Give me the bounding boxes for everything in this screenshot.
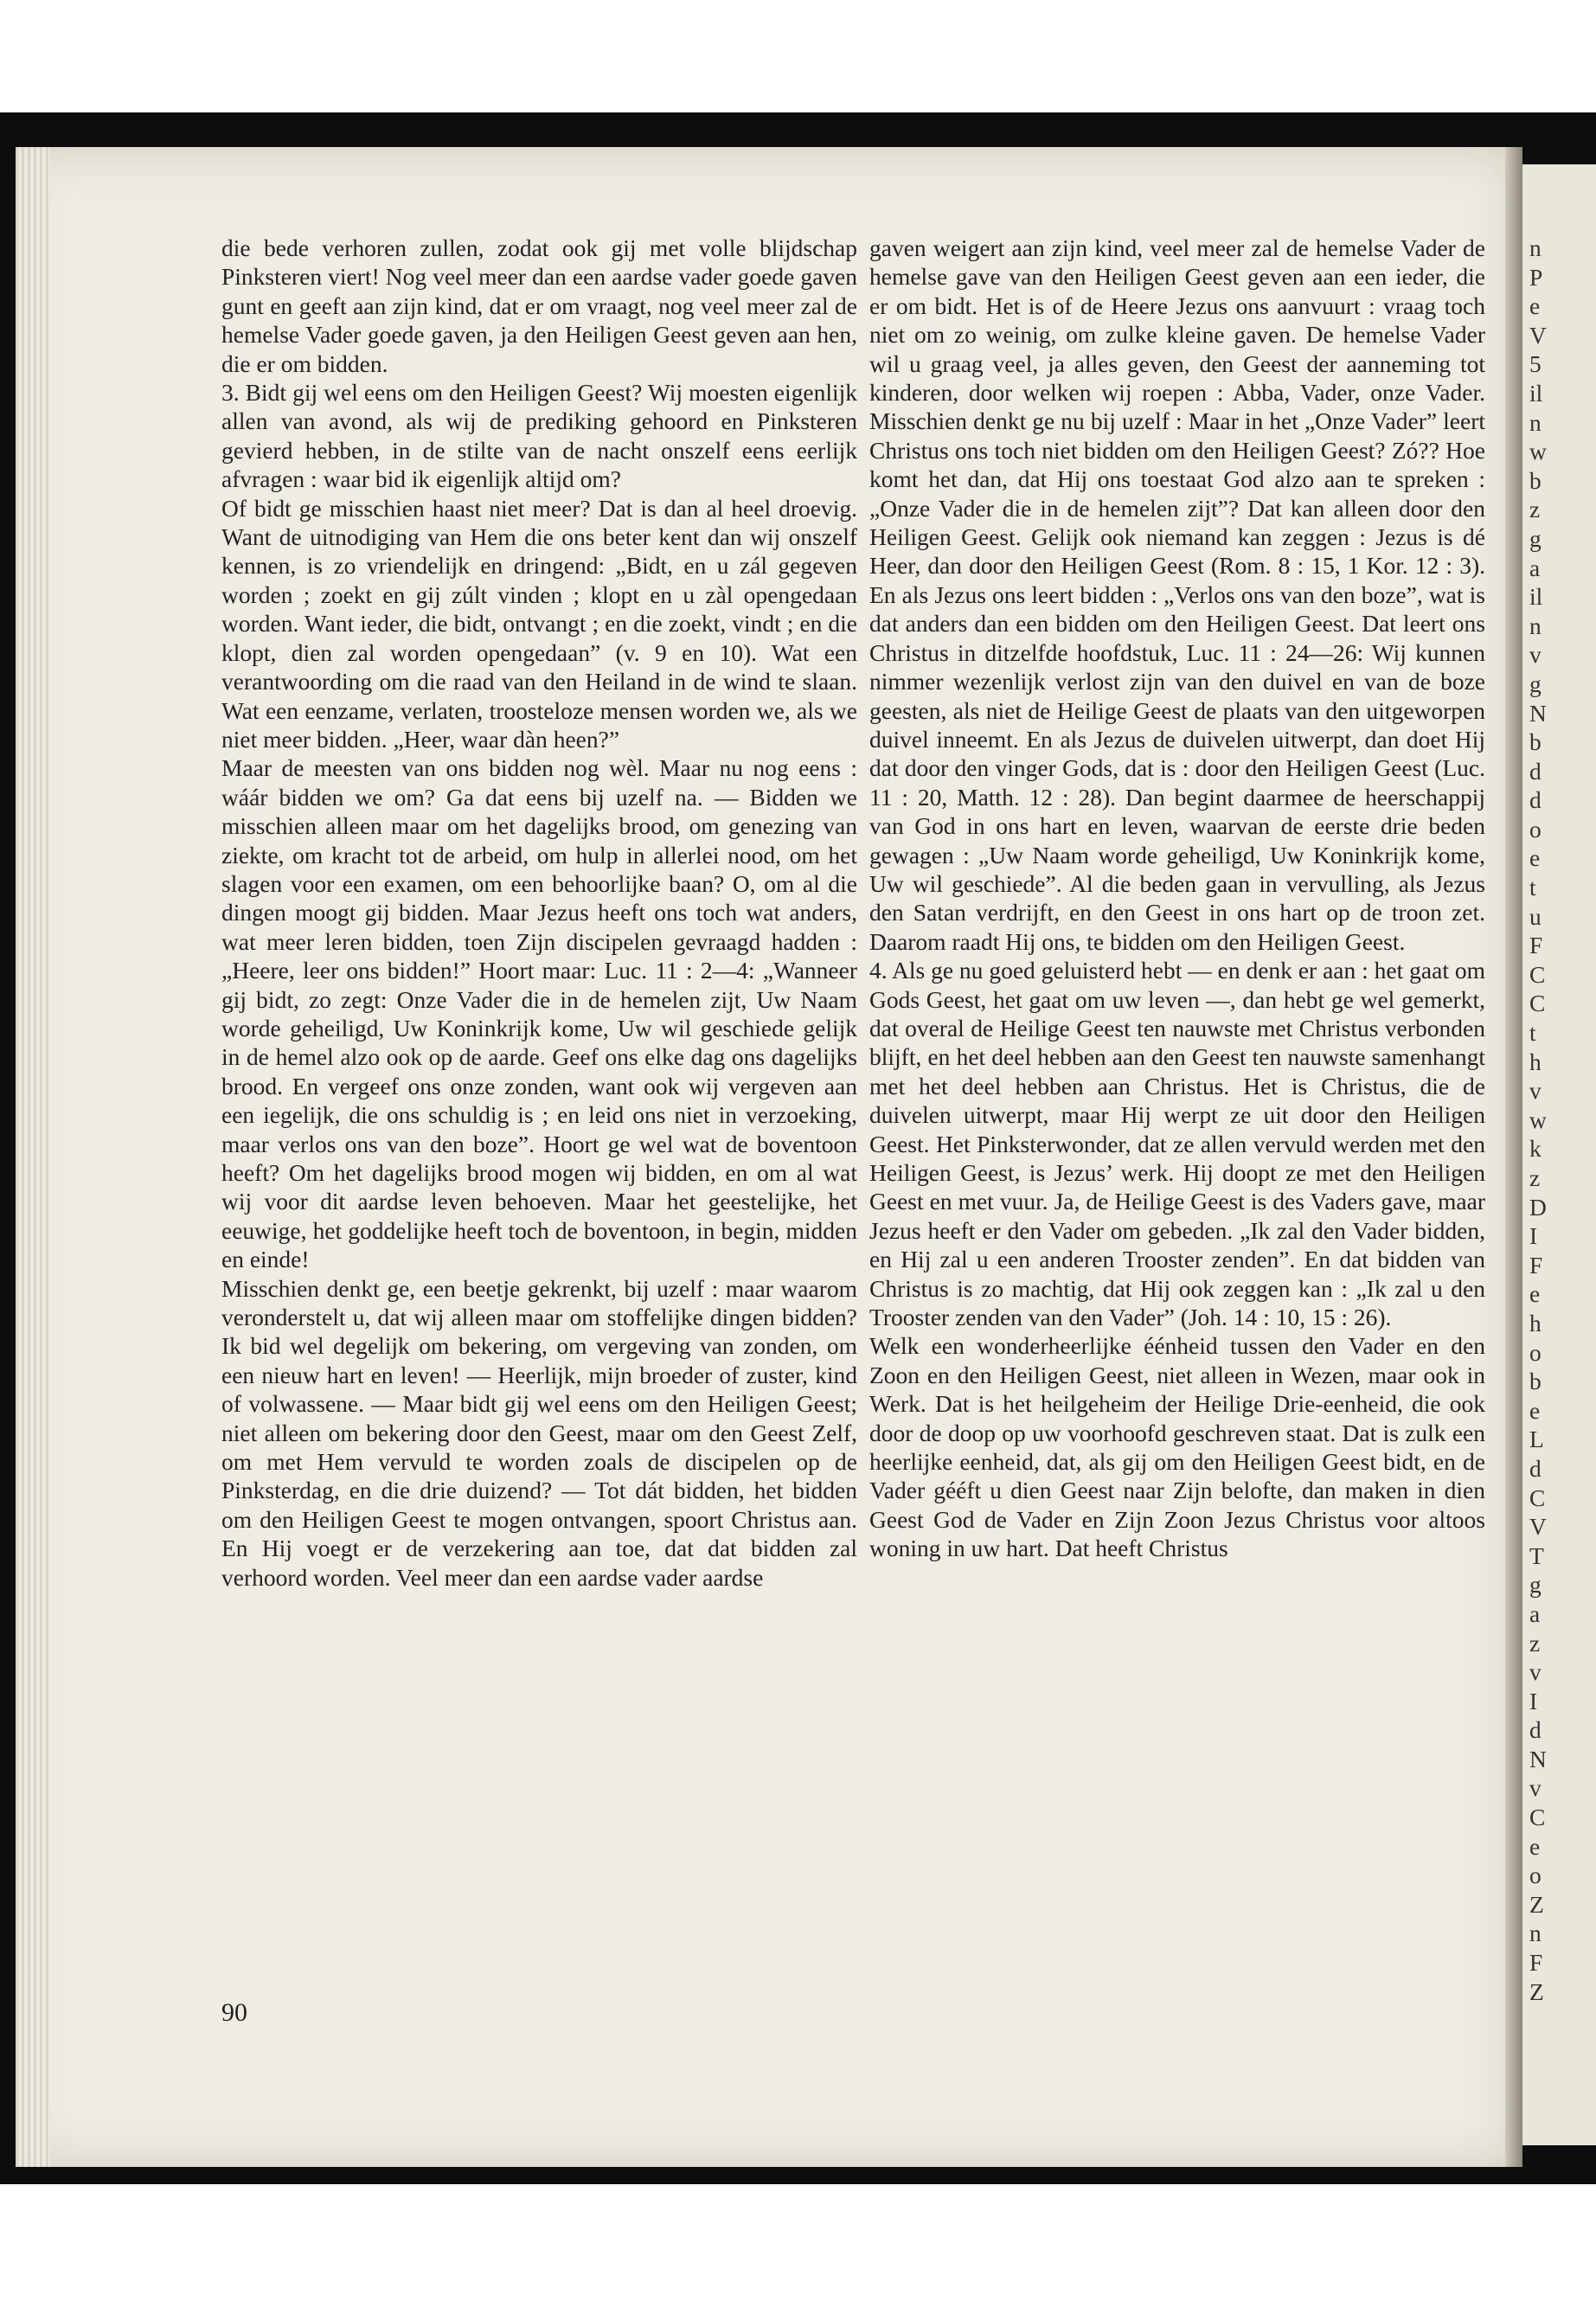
paragraph: Welk een wonderheerlijke éénheid tussen den Vader en den Zoon en den Heiligen Geest, niet alleen in Wezen, maar ook in Werk. Dat is het heilgeheim der Heilige Drie-eenheid, die ook door de doop op uw voorhoofd geschreven staat. Dat is zulk een heerlijke eenheid, dat, als gij om den Heiligen Geest bidt, en de Vader gééft u dien Geest naar Zijn belofte, dan maken in dien Geest God de Vader en Zijn Zoon Jezus Christus voor altoos woning in uw hart. Dat heeft Christus [869,1332,1485,1562]
page-stack-edge [16,147,50,2167]
binding-edge [1505,147,1522,2167]
page-number: 90 [221,1998,247,2027]
paragraph: Of bidt ge misschien haast niet meer? Dat is dan al heel droevig. Want de uitnodiging van Hem die ons beter kent dan wij onszelf kennen, is zo vriendelijk en dringend: „Bidt, en u zál gegeven worden ; zoekt en gij zúlt vinden ; klopt en u zàl opengedaan worden. Want ieder, die bidt, ontvangt ; en die zoekt, vindt ; en die klopt, dien zal worden opengedaan” (v. 9 en 10). Wat een verantwoording om die raad van den Heiland in de wind te slaan. Wat een eenzame, verlaten, troosteloze mensen worden we, als we niet meer bidden. „Heer, waar dàn heen?” [221,494,857,753]
paragraph: 4. Als ge nu goed geluisterd hebt — en denk er aan : het gaat om Gods Geest, het gaat om uw leven —, dan hebt ge wel gemerkt, dat overal de Heilige Geest ten nauwste met Christus verbonden blijft, en het deel hebben aan den Geest ten nauwste samenhangt met het deel hebben aan Christus. Het is Christus, die de duivelen uitwerpt, maar Hij werpt ze uit door den Heiligen Geest. Het Pinksterwonder, dat ze allen vervuld werden met den Heiligen Geest, is Jezus’ werk. Hij doopt ze met den Heiligen Geest en met vuur. Ja, de Heilige Geest is des Vaders gave, maar Jezus heeft er den Vader om gebeden. „Ik zal den Vader bidden, en Hij zal u een anderen Trooster zenden”. En dat bidden van Christus is zo machtig, dat Hij ook zeggen kan : „Ik zal u den Trooster zenden van den Vader” (Joh. 14 : 10, 15 : 26). [869,957,1485,1331]
paragraph: Maar de meesten van ons bidden nog wèl. Maar nu nog eens : wáár bidden we om? Ga dat eens bij uzelf na. — Bidden we misschien alleen maar om het dagelijks brood, om genezing van ziekte, om kracht tot de arbeid, om hulp in allerlei nood, om het slagen voor een examen, om een behoorlijke baan? O, om al die dingen moogt gij bidden. Maar Jezus heeft ons toch wat anders, wat meer leren bidden, toen Zijn discipelen gevraagd hadden : „Heere, leer ons bidden!” Hoort maar: Luc. 11 : 2—4: „Wanneer gij bidt, zo zegt: Onze Vader die in de hemelen zijt, Uw Naam worde geheiligd, Uw Koninkrijk kome, Uw wil geschiede gelijk in de hemel alzo ook op de aarde. Geef ons elke dag ons dagelijks brood. En vergeef ons onze zonden, want ook wij vergeven aan een iegelijk, die ons schuldig is ; en leid ons niet in verzoeking, maar verlos ons van den boze”. Hoort ge wel wat de boventoon heeft? Om het dagelijks brood mogen wij bidden, en om al wat wij voor dit aardse leven behoeven. Maar het geestelijke, het eeuwige, het goddelijke heeft toch de boventoon, in begin, midden en einde! [221,754,857,1273]
right-text-column [869,234,1485,1563]
left-text-column [221,234,857,1592]
paragraph: die bede verhoren zullen, zodat ook gij met volle blijdschap Pinksteren viert! Nog veel meer dan een aardse vader goede gaven gunt en geeft aan zijn kind, dat er om vraagt, nog veel meer zal de hemelse Vader goede gaven, ja den Heiligen Geest geven aan hen, die er om bidden. [221,234,857,377]
adjacent-page-text-fragment: n P e V 5 il n w b z g a il n v g N b d d o e t u F C C t h v w k z D I F e h o b e L d C V T g a z v I d N v C e o Z n F Z [1529,234,1547,2005]
paragraph: gaven weigert aan zijn kind, veel meer zal de hemelse Vader de hemelse gave van den Heiligen Geest geven aan een ieder, die er om bidt. Het is of de Heere Jezus ons aanvuurt : vraag toch niet om zo weinig, om zulke kleine gaven. De hemelse Vader wil u graag veel, ja alles geven, den Geest der aanneming tot kinderen, door welken wij roepen : Abba, Vader, onze Vader. Misschien denkt ge nu bij uzelf : Maar in het „Onze Vader” leert Christus ons toch niet bidden om den Heiligen Geest? Zó?? Hoe komt het dan, dat Hij ons toestaat God alzo aan te spreken : „Onze Vader die in de hemelen zijt”? Dat kan alleen door den Heiligen Geest. Gelijk ook niemand kan zeggen : Jezus is dé Heer, dan door den Heiligen Geest (Rom. 8 : 15, 1 Kor. 12 : 3). En als Jezus ons leert bidden : „Verlos ons van den boze”, wat is dat anders dan een bidden om den Heiligen Geest. Dat leert ons Christus in ditzelfde hoofdstuk, Luc. 11 : 24—26: Wij kunnen nimmer wezenlijk verlost zijn van den duivel en van de boze geesten, als niet de Heilige Geest de plaats van den uitgeworpen duivel inneemt. En als Jezus de duivelen uitwerpt, dan doet Hij dat door den vinger Gods, dat is : door den Heiligen Geest (Luc. 11 : 20, Matth. 12 : 28). Dan begint daarmee de heerschappij van God in ons hart en leven, waarvan de eerste drie beden gewagen : „Uw Naam worde geheiligd, Uw Koninkrijk kome, Uw wil geschiede”. Al die beden gaan in vervulling, als Jezus den Satan verdrijft, en den Geest in ons hart op de troon zet. Daarom raadt Hij ons, te bidden om den Heiligen Geest. [869,234,1485,955]
paragraph: 3. Bidt gij wel eens om den Heiligen Geest? Wij moesten eigenlijk allen van avond, als wij de prediking gehoord en Pinksteren gevierd hebben, in de stilte van de nacht onszelf eens eerlijk afvragen : waar bid ik eigenlijk altijd om? [221,379,857,493]
paragraph: Misschien denkt ge, een beetje gekrenkt, bij uzelf : maar waarom veronderstelt u, dat wij alleen maar om stoffelijke dingen bidden? Ik bid wel degelijk om bekering, om vergeving van zonden, om een nieuw hart en leven! — Heerlijk, mijn broeder of zuster, kind of volwassene. — Maar bidt gij wel eens om den Heiligen Geest; niet alleen om bekering door den Geest, maar om den Geest Zelf, om met Hem vervuld te worden zoals de discipelen op de Pinksterdag, en die drie duizend? — Tot dát bidden, het bidden om den Heiligen Geest te mogen ontvangen, spoort Christus aan. En Hij voegt er de verzekering aan toe, dat dat bidden zal verhoord worden. Veel meer dan een aardse vader aardse [221,1274,857,1591]
